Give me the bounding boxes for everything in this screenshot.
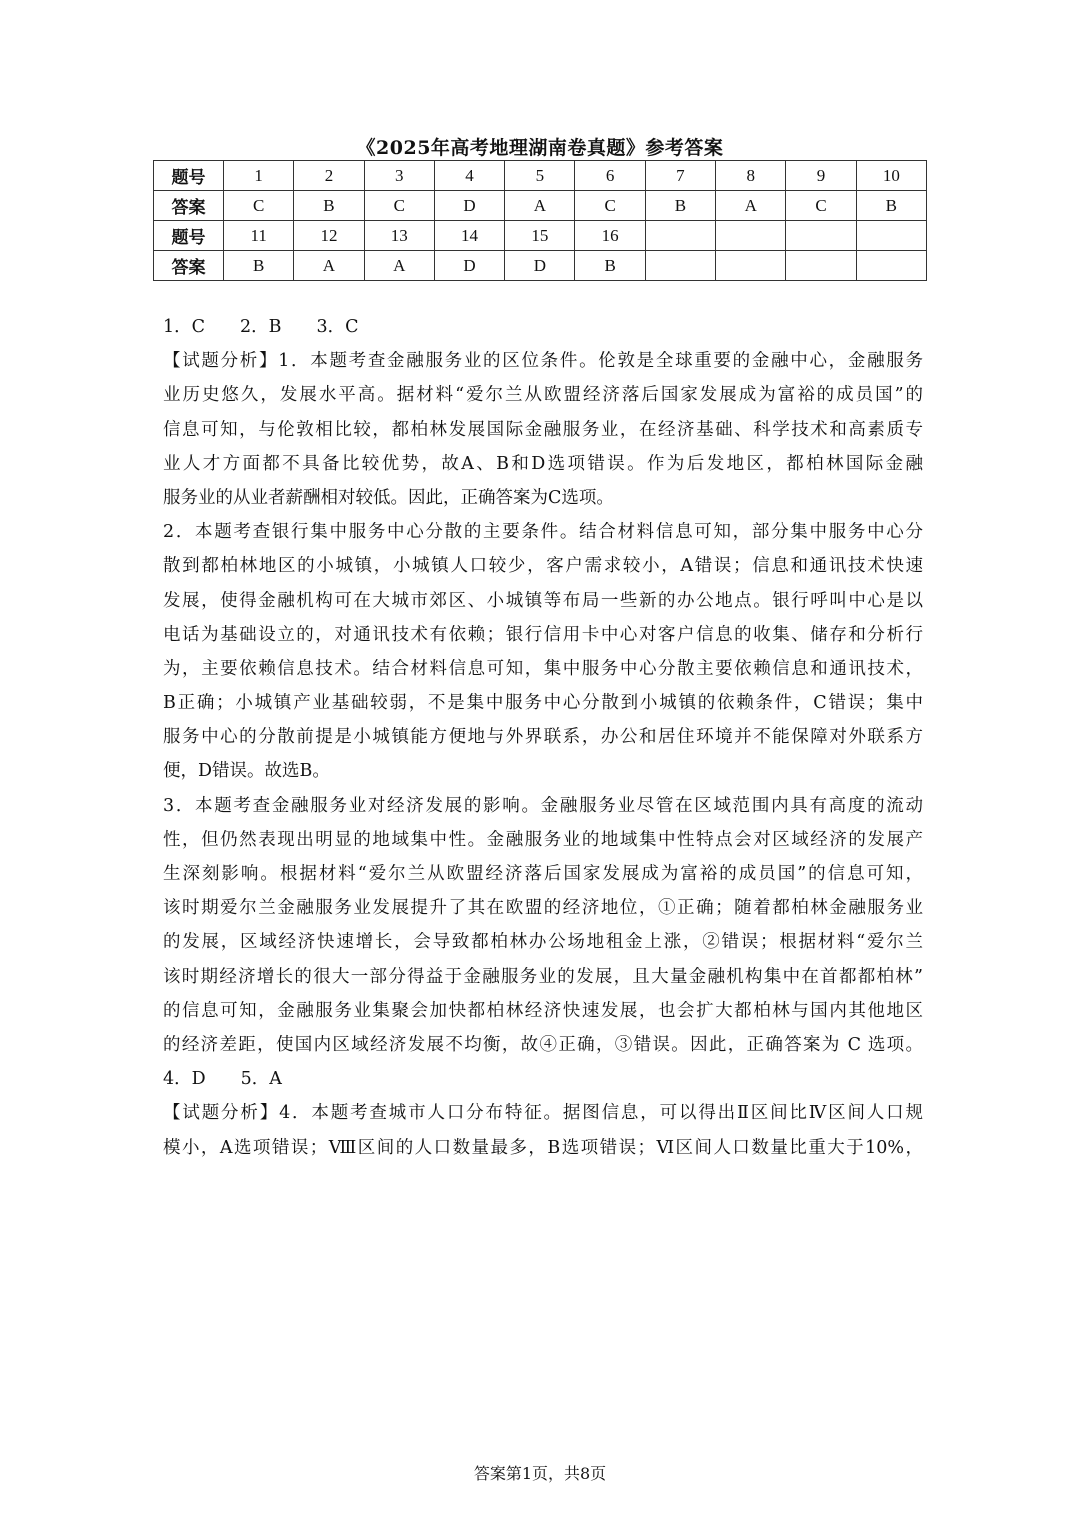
answer-cell: [716, 251, 786, 281]
text-line: 2．本题考查银行集中服务中心分散的主要条件。结合材料信息可知，部分集中服务中心分: [163, 522, 923, 543]
text-line: 为，主要依赖信息技术。结合材料信息可知，集中服务中心分散主要依赖信息和通讯技术，: [163, 658, 923, 679]
text-line: 信息可知，与伦敦相比较，都柏林发展国际金融服务业，在经济基础、科学技术和高素质专: [163, 419, 923, 440]
question-number-cell: 8: [716, 161, 786, 191]
question-number-cell: [716, 221, 786, 251]
question-number-cell: 12: [294, 221, 364, 251]
answer-label: 答案: [154, 251, 224, 281]
question-number-cell: 3: [364, 161, 434, 191]
text-line: B正确；小城镇产业基础较弱，不是集中服务中心分散到小城镇的依赖条件，C错误；集中: [163, 693, 923, 714]
answer-table: [153, 160, 927, 281]
text-line: 电话为基础设立的，对通讯技术有依赖；银行信用卡中心对客户信息的收集、储存和分析行: [163, 624, 923, 645]
question-number-cell: 7: [645, 161, 715, 191]
text-line: 该时期爱尔兰金融服务业发展提升了其在欧盟的经济地位，①正确；随着都柏林金融服务业: [163, 898, 923, 919]
answer-cell: C: [786, 191, 856, 221]
text-line: 服务业的从业者薪酬相对较低。因此，正确答案为C选项。: [163, 487, 614, 508]
question-number-cell: 4: [434, 161, 504, 191]
text-line: 【试题分析】4．本题考查城市人口分布特征。据图信息，可以得出Ⅱ区间比Ⅳ区间人口规: [163, 1103, 923, 1124]
question-number-cell: [786, 221, 856, 251]
answer-cell: A: [364, 251, 434, 281]
answer-label: 答案: [154, 191, 224, 221]
question-number-cell: 10: [856, 161, 926, 191]
question-number-cell: 5: [505, 161, 575, 191]
question-number-label: 题号: [154, 161, 224, 191]
answer-cell: B: [645, 191, 715, 221]
question-number-label: 题号: [154, 221, 224, 251]
answer-table-row: [154, 221, 927, 251]
question-number-cell: [645, 221, 715, 251]
answer-table-row: [154, 161, 927, 191]
question-number-cell: 2: [294, 161, 364, 191]
text-line: 业历史悠久，发展水平高。据材料“爱尔兰从欧盟经济落后国家发展成为富裕的成员国”的: [163, 385, 923, 406]
answer-analysis: [163, 310, 923, 1165]
text-line: 散到都柏林地区的小城镇，小城镇人口较少，客户需求较小，A错误；信息和通讯技术快速: [163, 556, 923, 577]
text-line: 模小，A选项错误；Ⅷ区间的人口数量最多，B选项错误；Ⅵ区间人口数量比重大于10%，: [163, 1137, 923, 1158]
answer-cell: B: [294, 191, 364, 221]
answer-cell: C: [364, 191, 434, 221]
answer-cell: A: [505, 191, 575, 221]
text-line: 性，但仍然表现出明显的地域集中性。金融服务业的地域集中性特点会对区域经济的发展产: [163, 829, 923, 850]
text-line: 服务中心的分散前提是小城镇能方便地与外界联系，办公和居住环境并不能保障对外联系方: [163, 727, 923, 748]
answer-cell: B: [575, 251, 645, 281]
question-number-cell: 13: [364, 221, 434, 251]
answer-cell: B: [856, 191, 926, 221]
answer-cell: B: [224, 251, 294, 281]
question-number-cell: 9: [786, 161, 856, 191]
text-line: 【试题分析】1．本题考查金融服务业的区位条件。伦敦是全球重要的金融中心，金融服务: [163, 351, 923, 372]
question-number-cell: 14: [434, 221, 504, 251]
question-number-cell: 1: [224, 161, 294, 191]
answer-table-body: [154, 161, 927, 281]
text-line: 业人才方面都不具备比较优势，故A、B和D选项错误。作为后发地区，都柏林国际金融: [163, 453, 923, 474]
text-line: 发展，使得金融机构可在大城市郊区、小城镇等布局一些新的办公地点。银行呼叫中心是以: [163, 590, 923, 611]
answer-cell: [856, 251, 926, 281]
answer-cell: C: [575, 191, 645, 221]
text-line: 该时期经济增长的很大一部分得益于金融服务业的发展，且大量金融机构集中在首都都柏林”: [163, 966, 923, 987]
page-footer: 答案第1页，共8页: [473, 1464, 607, 1483]
answer-cell: C: [224, 191, 294, 221]
question-number-cell: 16: [575, 221, 645, 251]
answer-table-row: [154, 251, 927, 281]
text-line: 4．D 5．A: [163, 1069, 282, 1090]
answer-cell: A: [294, 251, 364, 281]
text-line: 1．C 2．B 3．C: [163, 317, 359, 337]
answer-cell: A: [716, 191, 786, 221]
question-number-cell: [856, 221, 926, 251]
text-line: 的发展，区域经济快速增长，会导致都柏林办公场地租金上涨，②错误；根据材料“爱尔兰: [163, 932, 923, 953]
answer-cell: D: [434, 251, 504, 281]
question-number-cell: 15: [505, 221, 575, 251]
question-number-cell: 6: [575, 161, 645, 191]
text-line: 便，D错误。故选B。: [163, 761, 330, 782]
document-title: 《2025年高考地理湖南卷真题》参考答案: [356, 137, 724, 159]
text-line: 的经济差距，使国内区域经济发展不均衡，故④正确，③错误。因此，正确答案为 C 选项。: [163, 1034, 923, 1055]
answer-cell: D: [434, 191, 504, 221]
text-line: 3．本题考查金融服务业对经济发展的影响。金融服务业尽管在区域范围内具有高度的流动: [163, 795, 923, 816]
question-number-cell: 11: [224, 221, 294, 251]
text-line: 的信息可知，金融服务业集聚会加快都柏林经济快速发展，也会扩大都柏林与国内其他地区: [163, 1000, 923, 1021]
text-line: 生深刻影响。根据材料“爱尔兰从欧盟经济落后国家发展成为富裕的成员国”的信息可知，: [163, 864, 923, 884]
answer-cell: D: [505, 251, 575, 281]
answer-cell: [786, 251, 856, 281]
answer-cell: [645, 251, 715, 281]
answer-table-row: [154, 191, 927, 221]
